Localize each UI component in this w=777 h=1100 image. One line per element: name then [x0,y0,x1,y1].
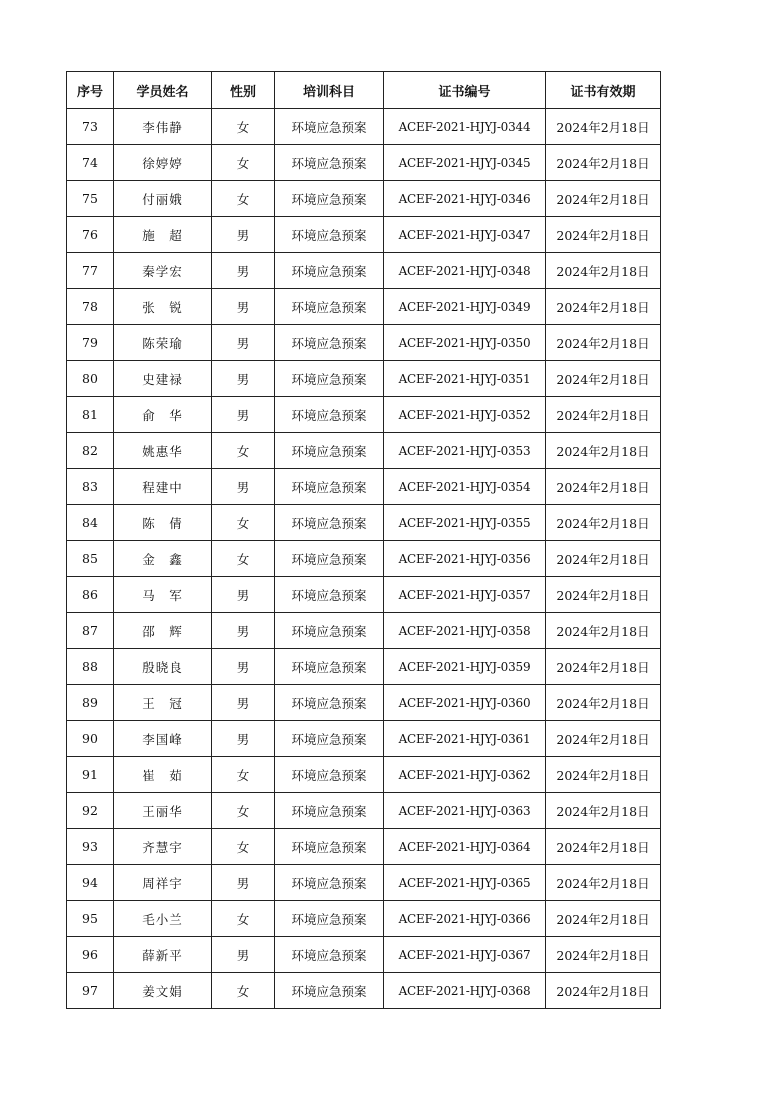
student-name-cell: 殷晓良 [114,649,212,685]
serial-number-cell: 76 [67,217,114,253]
gender-cell: 男 [212,721,275,757]
certificate-number-cell: ACEF-2021-HJYJ-0365 [384,865,546,901]
certificate-number-cell: ACEF-2021-HJYJ-0348 [384,253,546,289]
certificate-roster-table [66,71,661,1009]
training-subject-cell: 环境应急预案 [275,289,384,325]
student-name-cell: 毛小兰 [114,901,212,937]
certificate-number-cell: ACEF-2021-HJYJ-0368 [384,973,546,1009]
certificate-number-cell: ACEF-2021-HJYJ-0354 [384,469,546,505]
certificate-number-cell: ACEF-2021-HJYJ-0367 [384,937,546,973]
certificate-validity-cell: 2024年2月18日 [546,397,661,433]
gender-cell: 女 [212,793,275,829]
table-row [67,253,661,289]
gender-cell: 男 [212,253,275,289]
gender-cell: 男 [212,685,275,721]
serial-number-cell: 77 [67,253,114,289]
gender-cell: 女 [212,901,275,937]
gender-cell: 女 [212,505,275,541]
gender-cell: 男 [212,469,275,505]
certificate-number-cell: ACEF-2021-HJYJ-0364 [384,829,546,865]
certificate-validity-cell: 2024年2月18日 [546,325,661,361]
table-row [67,973,661,1009]
table-row [67,829,661,865]
certificate-validity-cell: 2024年2月18日 [546,541,661,577]
certificate-number-cell: ACEF-2021-HJYJ-0361 [384,721,546,757]
table-row [67,865,661,901]
student-name-cell: 施 超 [114,217,212,253]
training-subject-cell: 环境应急预案 [275,541,384,577]
certificate-number-cell: ACEF-2021-HJYJ-0345 [384,145,546,181]
serial-number-cell: 81 [67,397,114,433]
certificate-validity-cell: 2024年2月18日 [546,793,661,829]
certificate-number-cell: ACEF-2021-HJYJ-0366 [384,901,546,937]
student-name-cell: 薛新平 [114,937,212,973]
serial-number-cell: 74 [67,145,114,181]
certificate-validity-cell: 2024年2月18日 [546,253,661,289]
training-subject-cell: 环境应急预案 [275,829,384,865]
training-subject-cell: 环境应急预案 [275,973,384,1009]
training-subject-cell: 环境应急预案 [275,901,384,937]
certificate-validity-cell: 2024年2月18日 [546,217,661,253]
certificate-validity-cell: 2024年2月18日 [546,757,661,793]
header-certificate-number: 证书编号 [384,72,546,109]
gender-cell: 男 [212,649,275,685]
student-name-cell: 陈 倩 [114,505,212,541]
serial-number-cell: 86 [67,577,114,613]
certificate-number-cell: ACEF-2021-HJYJ-0347 [384,217,546,253]
certificate-validity-cell: 2024年2月18日 [546,289,661,325]
header-training-subject: 培训科目 [275,72,384,109]
student-name-cell: 俞 华 [114,397,212,433]
student-name-cell: 秦学宏 [114,253,212,289]
certificate-validity-cell: 2024年2月18日 [546,469,661,505]
certificate-number-cell: ACEF-2021-HJYJ-0362 [384,757,546,793]
training-subject-cell: 环境应急预案 [275,433,384,469]
certificate-validity-cell: 2024年2月18日 [546,577,661,613]
certificate-validity-cell: 2024年2月18日 [546,829,661,865]
gender-cell: 女 [212,433,275,469]
table-row [67,217,661,253]
certificate-validity-cell: 2024年2月18日 [546,181,661,217]
serial-number-cell: 84 [67,505,114,541]
student-name-cell: 程建中 [114,469,212,505]
student-name-cell: 张 锐 [114,289,212,325]
training-subject-cell: 环境应急预案 [275,325,384,361]
certificate-number-cell: ACEF-2021-HJYJ-0353 [384,433,546,469]
student-name-cell: 姚惠华 [114,433,212,469]
certificate-number-cell: ACEF-2021-HJYJ-0360 [384,685,546,721]
certificate-validity-cell: 2024年2月18日 [546,901,661,937]
certificate-validity-cell: 2024年2月18日 [546,433,661,469]
serial-number-cell: 78 [67,289,114,325]
gender-cell: 男 [212,613,275,649]
training-subject-cell: 环境应急预案 [275,469,384,505]
table-row [67,721,661,757]
gender-cell: 女 [212,109,275,145]
serial-number-cell: 85 [67,541,114,577]
serial-number-cell: 96 [67,937,114,973]
student-name-cell: 付丽娥 [114,181,212,217]
training-subject-cell: 环境应急预案 [275,109,384,145]
certificate-number-cell: ACEF-2021-HJYJ-0359 [384,649,546,685]
gender-cell: 男 [212,865,275,901]
header-student-name: 学员姓名 [114,72,212,109]
student-name-cell: 陈荣瑜 [114,325,212,361]
serial-number-cell: 73 [67,109,114,145]
serial-number-cell: 79 [67,325,114,361]
table-row [67,145,661,181]
certificate-validity-cell: 2024年2月18日 [546,721,661,757]
student-name-cell: 周祥宇 [114,865,212,901]
serial-number-cell: 82 [67,433,114,469]
training-subject-cell: 环境应急预案 [275,793,384,829]
header-serial-number: 序号 [67,72,114,109]
certificate-number-cell: ACEF-2021-HJYJ-0344 [384,109,546,145]
training-subject-cell: 环境应急预案 [275,649,384,685]
table-row [67,649,661,685]
gender-cell: 男 [212,577,275,613]
certificate-number-cell: ACEF-2021-HJYJ-0358 [384,613,546,649]
training-subject-cell: 环境应急预案 [275,505,384,541]
certificate-validity-cell: 2024年2月18日 [546,865,661,901]
table-row [67,613,661,649]
training-subject-cell: 环境应急预案 [275,757,384,793]
table-row [67,937,661,973]
student-name-cell: 李伟静 [114,109,212,145]
serial-number-cell: 89 [67,685,114,721]
certificate-validity-cell: 2024年2月18日 [546,973,661,1009]
gender-cell: 女 [212,757,275,793]
table-row [67,289,661,325]
table-row [67,433,661,469]
training-subject-cell: 环境应急预案 [275,937,384,973]
student-name-cell: 徐婷婷 [114,145,212,181]
student-name-cell: 马 军 [114,577,212,613]
certificate-number-cell: ACEF-2021-HJYJ-0346 [384,181,546,217]
student-name-cell: 齐慧宇 [114,829,212,865]
table-row [67,757,661,793]
table-row [67,505,661,541]
serial-number-cell: 97 [67,973,114,1009]
certificate-number-cell: ACEF-2021-HJYJ-0363 [384,793,546,829]
header-certificate-validity: 证书有效期 [546,72,661,109]
gender-cell: 女 [212,829,275,865]
serial-number-cell: 95 [67,901,114,937]
table-row [67,541,661,577]
table-row [67,577,661,613]
student-name-cell: 崔 茹 [114,757,212,793]
certificate-validity-cell: 2024年2月18日 [546,613,661,649]
training-subject-cell: 环境应急预案 [275,577,384,613]
gender-cell: 男 [212,937,275,973]
student-name-cell: 金 鑫 [114,541,212,577]
certificate-validity-cell: 2024年2月18日 [546,649,661,685]
gender-cell: 男 [212,289,275,325]
student-name-cell: 史建禄 [114,361,212,397]
training-subject-cell: 环境应急预案 [275,397,384,433]
gender-cell: 男 [212,325,275,361]
gender-cell: 男 [212,361,275,397]
certificate-number-cell: ACEF-2021-HJYJ-0350 [384,325,546,361]
training-subject-cell: 环境应急预案 [275,217,384,253]
table-row [67,181,661,217]
serial-number-cell: 83 [67,469,114,505]
header-row [67,72,661,109]
certificate-validity-cell: 2024年2月18日 [546,145,661,181]
certificate-number-cell: ACEF-2021-HJYJ-0351 [384,361,546,397]
certificate-validity-cell: 2024年2月18日 [546,109,661,145]
training-subject-cell: 环境应急预案 [275,361,384,397]
gender-cell: 男 [212,397,275,433]
certificate-validity-cell: 2024年2月18日 [546,361,661,397]
certificate-validity-cell: 2024年2月18日 [546,937,661,973]
table-row [67,325,661,361]
serial-number-cell: 90 [67,721,114,757]
table-row [67,361,661,397]
header-gender: 性别 [212,72,275,109]
training-subject-cell: 环境应急预案 [275,181,384,217]
certificate-number-cell: ACEF-2021-HJYJ-0349 [384,289,546,325]
student-name-cell: 李国峰 [114,721,212,757]
student-name-cell: 姜文娟 [114,973,212,1009]
table-row [67,685,661,721]
training-subject-cell: 环境应急预案 [275,721,384,757]
gender-cell: 女 [212,145,275,181]
training-subject-cell: 环境应急预案 [275,865,384,901]
certificate-number-cell: ACEF-2021-HJYJ-0356 [384,541,546,577]
student-name-cell: 王丽华 [114,793,212,829]
table-row [67,109,661,145]
serial-number-cell: 75 [67,181,114,217]
training-subject-cell: 环境应急预案 [275,613,384,649]
training-subject-cell: 环境应急预案 [275,685,384,721]
student-name-cell: 王 冠 [114,685,212,721]
certificate-number-cell: ACEF-2021-HJYJ-0352 [384,397,546,433]
gender-cell: 女 [212,973,275,1009]
table-header [67,72,661,109]
serial-number-cell: 91 [67,757,114,793]
table-row [67,793,661,829]
table-body [67,109,661,1009]
student-name-cell: 邵 辉 [114,613,212,649]
gender-cell: 女 [212,541,275,577]
gender-cell: 男 [212,217,275,253]
serial-number-cell: 80 [67,361,114,397]
serial-number-cell: 94 [67,865,114,901]
table-row [67,469,661,505]
serial-number-cell: 88 [67,649,114,685]
training-subject-cell: 环境应急预案 [275,145,384,181]
certificate-validity-cell: 2024年2月18日 [546,505,661,541]
certificate-number-cell: ACEF-2021-HJYJ-0357 [384,577,546,613]
certificate-validity-cell: 2024年2月18日 [546,685,661,721]
certificate-number-cell: ACEF-2021-HJYJ-0355 [384,505,546,541]
training-subject-cell: 环境应急预案 [275,253,384,289]
serial-number-cell: 92 [67,793,114,829]
serial-number-cell: 93 [67,829,114,865]
table-row [67,901,661,937]
table-row [67,397,661,433]
gender-cell: 女 [212,181,275,217]
serial-number-cell: 87 [67,613,114,649]
